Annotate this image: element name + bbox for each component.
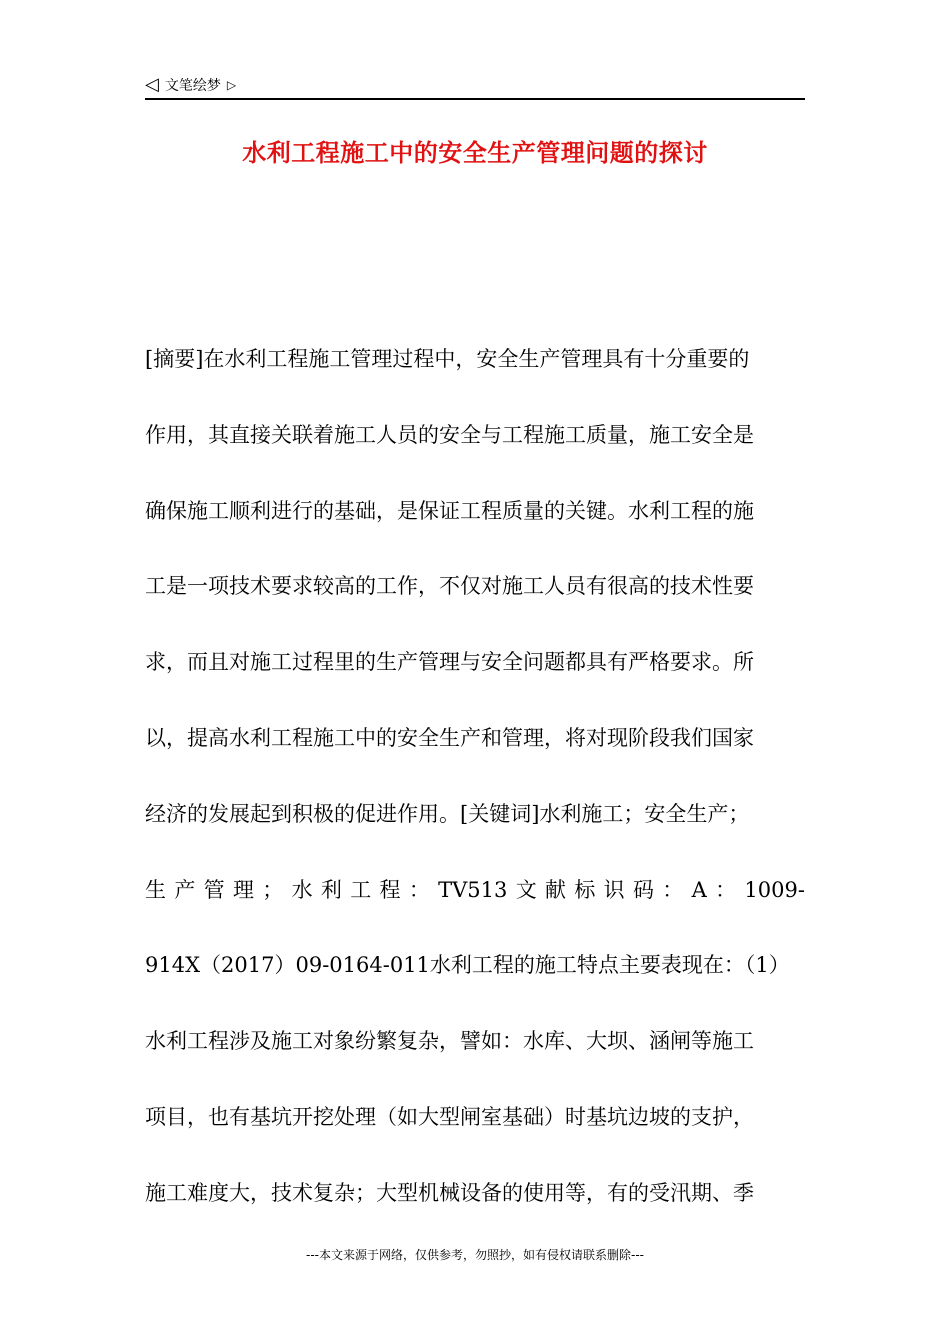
body-line: 以，提高水利工程施工中的安全生产和管理，将对现阶段我们国家: [145, 725, 754, 750]
right-triangle-icon: ▷: [226, 78, 237, 92]
keyword-token: TV513: [438, 877, 508, 902]
keyword-token: 理: [232, 877, 254, 902]
body-line-keywords: [145, 853, 805, 929]
keyword-token: 献: [545, 877, 567, 902]
keyword-token: A: [691, 877, 707, 902]
keyword-token: 水: [291, 877, 313, 902]
body-line: 作用，其直接关联着施工人员的安全与工程施工质量，施工安全是: [145, 422, 754, 447]
body-line: 项目，也有基坑开挖处理（如大型闸室基础）时基坑边坡的支护，: [145, 1104, 754, 1129]
keyword-token: 管: [203, 877, 225, 902]
keyword-token: 程: [379, 877, 401, 902]
keyword-token: 识: [603, 877, 625, 902]
keyword-token: 产: [174, 877, 196, 902]
keyword-token: ：: [408, 877, 430, 902]
body-line: 求，而且对施工过程里的生产管理与安全问题都具有严格要求。所: [145, 650, 754, 675]
header-brand: 文笔绘梦: [164, 78, 221, 94]
body-line: 确保施工顺利进行的基础，是保证工程质量的关键。水利工程的施: [145, 498, 754, 523]
body-text: [145, 322, 805, 1232]
body-line: 经济的发展起到积极的促进作用。[关键词]水利施工；安全生产；: [145, 801, 750, 826]
keyword-token: 利: [320, 877, 342, 902]
body-line: 工是一项技术要求较高的工作，不仅对施工人员有很高的技术性要: [145, 574, 754, 599]
page-footer: ---本文来源于网络，仅供参考，勿照抄，如有侵权请联系删除---: [306, 1248, 644, 1262]
keyword-token: ：: [662, 877, 684, 902]
body-line: [摘要]在水利工程施工管理过程中，安全生产管理具有十分重要的: [145, 347, 750, 371]
document-title: 水利工程施工中的安全生产管理问题的探讨: [242, 139, 708, 167]
keyword-token: ；: [262, 877, 284, 902]
page-header: [145, 72, 805, 100]
keyword-token: 标: [574, 877, 596, 902]
keyword-token: 1009-: [744, 877, 805, 902]
keyword-token: 码: [632, 877, 654, 902]
keyword-token: 文: [515, 877, 537, 902]
body-line: 水利工程涉及施工对象纷繁复杂，譬如：水库、大坝、涵闸等施工: [145, 1029, 754, 1054]
keyword-token: 工: [350, 877, 372, 902]
body-line: 914X（2017）09-0164-011水利工程的施工特点主要表现在：（1）: [145, 953, 790, 978]
keyword-token: 生: [145, 877, 166, 902]
body-line: 施工难度大，技术复杂；大型机械设备的使用等，有的受汛期、季: [145, 1180, 754, 1205]
left-triangle-icon: ◁: [145, 74, 159, 95]
keyword-token: ：: [715, 877, 737, 902]
